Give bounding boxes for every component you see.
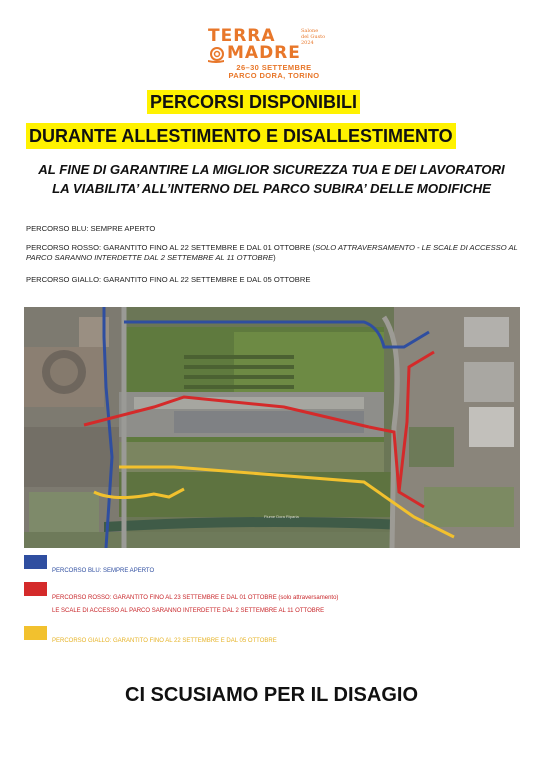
route-red-main: PERCORSO ROSSO: GARANTITO FINO AL 22 SETTEMBRE E DAL 01 OTTOBRE ( — [26, 243, 316, 252]
route-yellow-text: PERCORSO GIALLO: GARANTITO FINO AL 22 SETTEMBRE E DAL 05 OTTOBRE — [26, 275, 311, 284]
notice-line-1: AL FINE DI GARANTIRE LA MIGLIOR SICUREZZA TUA E DEI LAVORATORI — [38, 162, 505, 177]
salone-line-1: Salone — [301, 28, 319, 34]
logo-salone — [301, 28, 325, 46]
route-red-italic: SOLO ATTRAVERSAMENTO - LE SCALE DI ACCESSO AL PARCO SARANNO INTERDETTE DAL 2 SETTEMBRE AL 11 OTTOBRE — [26, 243, 518, 262]
salone-line-2: del Gusto — [301, 34, 326, 40]
route-red-end: ) — [273, 253, 276, 262]
notice-line-2: LA VIABILITA’ ALL’INTERNO DEL PARCO SUBIRA’ DELLE MODIFICHE — [52, 181, 491, 196]
logo-place-line: PARCO DORA, TORINO — [228, 71, 320, 80]
snail-logo-icon — [206, 46, 226, 64]
logo-word-madre: MADRE — [227, 43, 301, 63]
salone-line-3: 2024 — [301, 40, 314, 46]
logo-dates — [209, 64, 339, 80]
legend-swatch-yellow — [24, 626, 47, 640]
legend-red-text: PERCORSO ROSSO: GARANTITO FINO AL 23 SETTEMBRE E DAL 01 OTTOBRE (solo attraversamento) — [52, 595, 339, 601]
logo-dates-line: 26–30 SETTEMBRE — [236, 63, 312, 72]
park-aerial-map — [24, 307, 520, 548]
route-blue-text: PERCORSO BLU: SEMPRE APERTO — [26, 224, 156, 233]
legend-blue-text: PERCORSO BLU: SEMPRE APERTO — [52, 568, 155, 574]
map-river-label: Fiume Dora Riparia — [264, 514, 299, 519]
apology-footer: CI SCUSIAMO PER IL DISAGIO — [125, 684, 418, 706]
route-red-text — [26, 243, 526, 263]
terra-madre-logo — [205, 18, 340, 78]
legend-swatch-blue — [24, 555, 47, 569]
legend-red-note: LE SCALE DI ACCESSO AL PARCO SARANNO INTERDETTE DAL 2 SETTEMBRE AL 11 OTTOBRE — [52, 608, 325, 614]
map-svg — [24, 307, 520, 548]
legend-swatch-red — [24, 582, 47, 596]
logo-word-terra: TERRA — [208, 26, 276, 46]
banner-title: PERCORSI DISPONIBILI — [147, 90, 360, 114]
banner-subtitle: DURANTE ALLESTIMENTO E DISALLESTIMENTO — [26, 123, 456, 149]
legend-yellow-text: PERCORSO GIALLO: GARANTITO FINO AL 22 SETTEMBRE E DAL 05 OTTOBRE — [52, 638, 277, 644]
